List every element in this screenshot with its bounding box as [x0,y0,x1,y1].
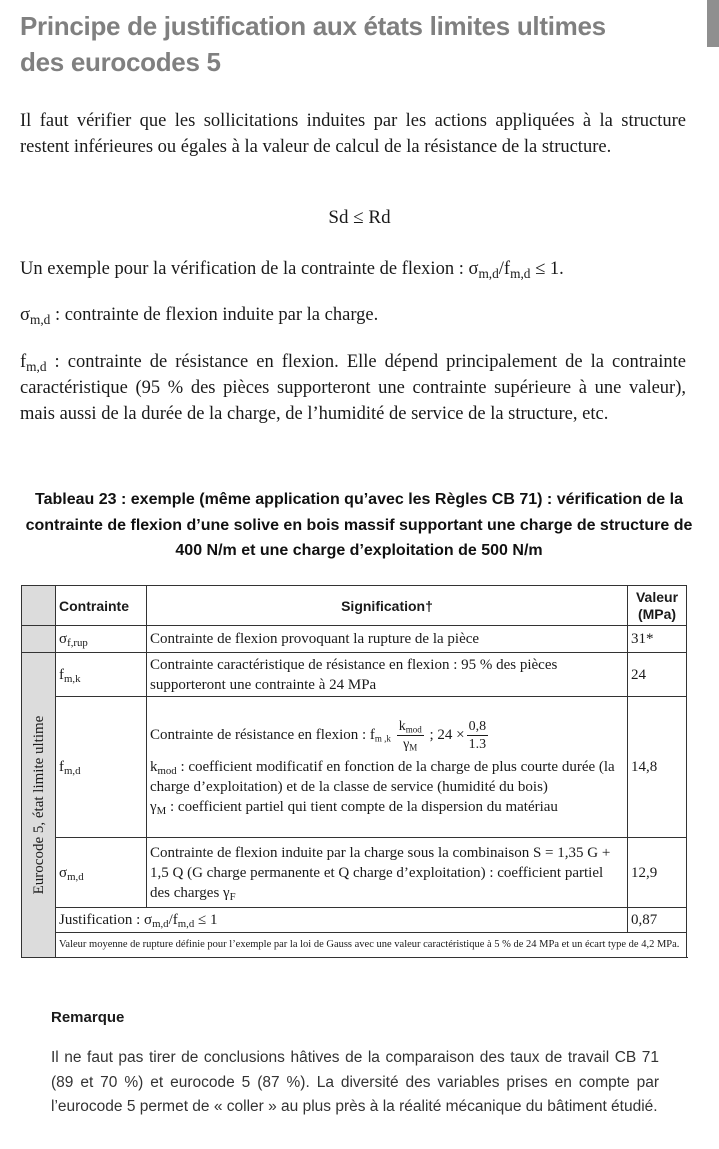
table-row-justification [22,908,687,933]
page-title [20,8,680,80]
value-cell: 14,8 [628,697,687,838]
value-cell: 31* [628,626,687,653]
kmod-definition: $k_{mod}$ : coefficient modificatif en fonction de la charge de plus courte durée (la charge d’exploitation) et de la classe de service (humidité du bois) [150,758,615,795]
fmd-definition: $f_{m,d}$ : contrainte de résistance en flexion. Elle dépend principalement de la contrainte caractéristique (95 % des pièces supporteront une contrainte supérieure à une valeur), mais aussi de la durée de la charge, de l’humidité de service de la structure, etc. [20,352,686,424]
value-cell: 12,9 [628,838,687,908]
header-blank [22,586,56,626]
table-caption: Tableau 23 : exemple (même application qu’avec les Règles CB 71) : vérification de la contrainte de flexion d’une solive en bois massif supportant une charge de structure de 400 N/m et une charge d’exploitation de 500 N/m [25,491,693,559]
table-row-fmd [22,697,687,838]
symbol-cell: $\sigma_{f,rup}$ [56,626,147,653]
meaning-cell: Contrainte caractéristique de résistance en flexion : 95 % des pièces supporteront une contrainte à 24 MPa [147,653,628,697]
meaning-cell [147,697,628,838]
remarque-title: Remarque [51,1009,125,1026]
side-label-cell [22,653,56,958]
table-footnote-row [22,933,687,958]
blank-cell [22,626,56,653]
fraction-kmod-gamma: $\frac{k_{mod}}{\gamma_M}$ [398,718,422,753]
symbol-cell: $\sigma_{m,d}$ [56,838,147,908]
value-cell: 0,87 [628,908,687,933]
table-footnote: Valeur moyenne de rupture définie pour l’exemple par la loi de Gauss avec une valeur caractéristique à 5 % de 24 MPa et un écart type de 4,2 MPa. [56,933,687,958]
main-formula: Sd ≤ Rd [328,207,391,228]
fmd-formula: Contrainte de résistance en flexion : $f_{m ,k}$ $\frac{k_{mod}}{\gamma_M}$ ; 24 × $\frac{0,8}{1.3}$ [150,718,487,753]
fraction-values: $\frac{0,8}{1.3}$ [468,718,487,752]
table-row-fmk [22,653,687,697]
table-header-row [22,586,687,626]
remarque-text: Il ne faut pas tirer de conclusions hâtives de la comparaison des taux de travail CB 71 (89 et 70 %) et eurocode 5 (87 %). La diversité des variables prises en compte par l’eurocode 5 permet de « coller » au plus près à la réalité mécanique du bâtiment étudié. [51,1049,659,1115]
header-valeur: Valeur (MPa) [628,586,687,626]
value-cell: 24 [628,653,687,697]
gamma-definition: $\gamma_M$ : coefficient partiel qui tient compte de la dispersion du matériau [150,798,558,817]
symbol-cell: $f_{m,k}$ [56,653,147,697]
table-row-frup [22,626,687,653]
table-row-smd [22,838,687,908]
meaning-cell: Contrainte de flexion induite par la charge sous la combinaison S = 1,35 G + 1,5 Q (G charge permanente et Q charge d’exploitation) : coefficient partiel des charges $\gamma_F$ [147,838,628,908]
header-signification: Signification† [147,586,628,626]
verification-table [21,585,687,958]
intro-paragraph: Il faut vérifier que les sollicitations induites par les actions appliquées à la structure restent inférieures ou égales à la valeur de calcul de la résistance de la structure. [20,111,686,157]
side-label: Eurocode 5, état limite ultime [30,715,47,895]
header-contrainte: Contrainte [56,586,147,626]
example-paragraph: Un exemple pour la vérification de la contrainte de flexion : $\sigma_{m,d}/f_{m,d} \le 1$. [20,259,564,281]
title-line-1: Principe de justification aux états limites ultimes [20,11,606,41]
sigma-definition: $\sigma_{m,d}$ : contrainte de flexion induite par la charge. [20,305,379,327]
page-edge-tab [707,0,719,47]
meaning-cell: Contrainte de flexion provoquant la rupture de la pièce [147,626,628,653]
symbol-cell: $f_{m,d}$ [56,697,147,838]
justification-cell: Justification : $\sigma_{m,d}/f_{m,d} \le 1$ [56,908,628,933]
title-line-2: des eurocodes 5 [20,47,221,77]
